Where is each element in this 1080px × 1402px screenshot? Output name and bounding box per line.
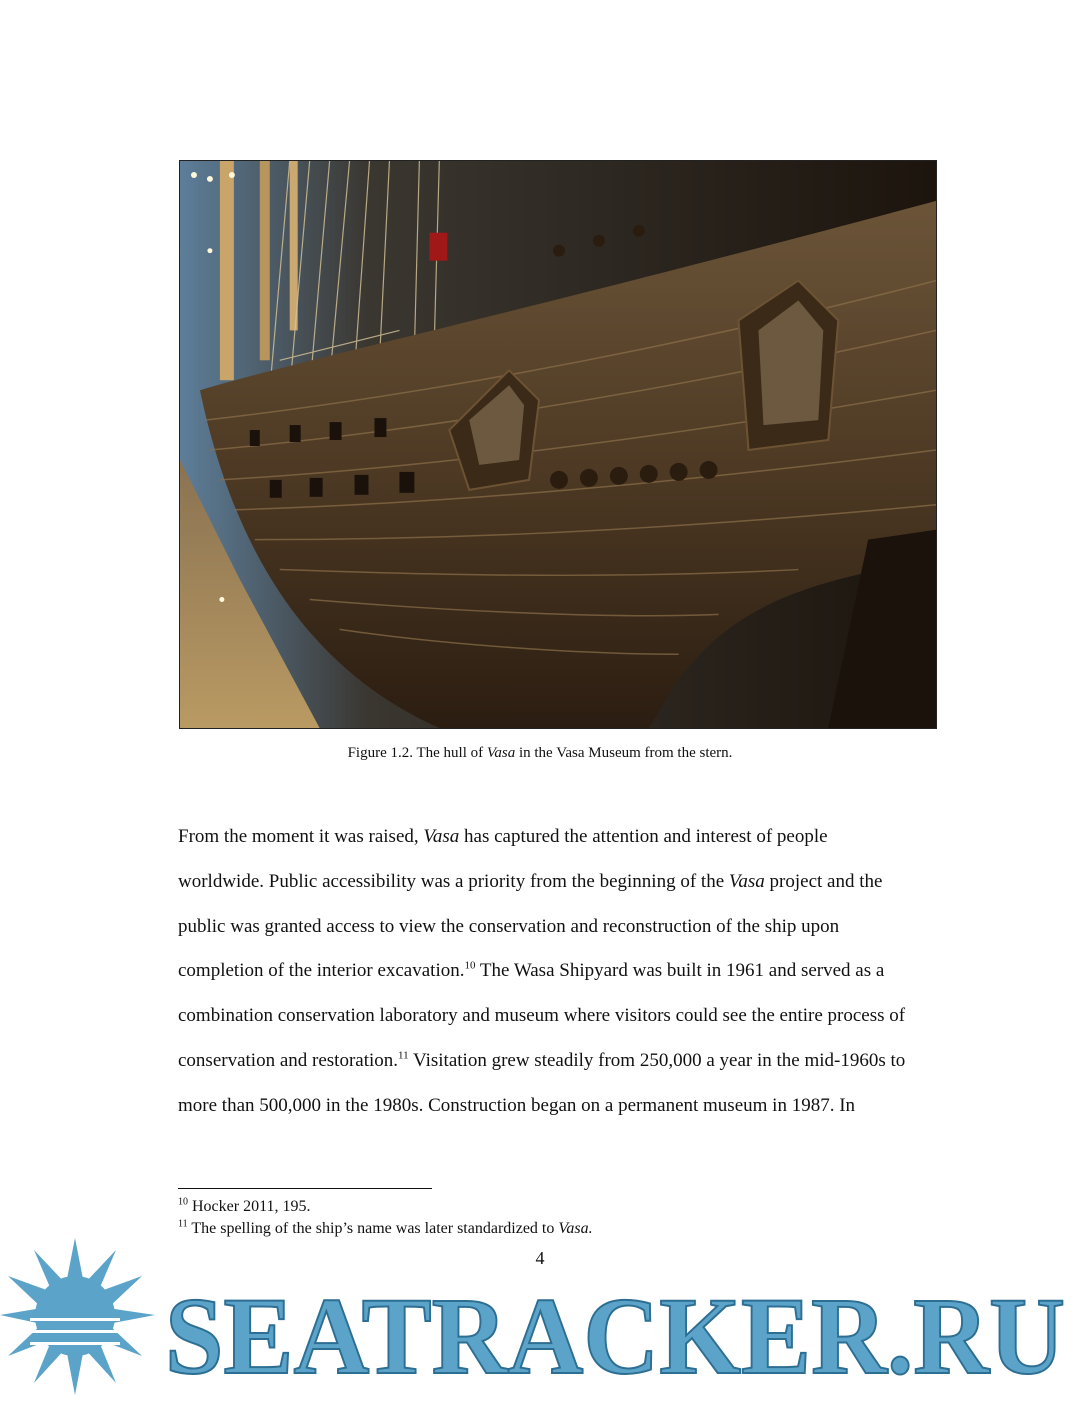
figure-caption: Figure 1.2. The hull of Vasa in the Vasa Museum from the stern. — [347, 745, 733, 761]
footnote-ref-11: 11 — [398, 1049, 409, 1062]
footnote-divider — [178, 1188, 432, 1189]
footnote-11: $^{11}$ The spelling of the ship’s name was later standardized to Vasa. — [178, 1218, 593, 1237]
watermark-logo — [0, 1238, 1080, 1397]
body-line-7: more than 500,000 in the 1980s. Construction began on a permanent museum in 1987. In — [178, 1095, 856, 1116]
footnote-ref-10: 10 — [464, 959, 476, 972]
body-line-1: From the moment it was raised, Vasa has captured the attention and interest of people — [178, 826, 828, 847]
ship-hull-image — [180, 161, 936, 728]
sun-icon — [0, 1238, 155, 1395]
body-line-4: completion of the interior excavation.$^{10}$ The Wasa Shipyard was built in 1961 and served as a — [178, 959, 885, 981]
body-line-2: worldwide. Public accessibility was a priority from the beginning of the Vasa project and the — [178, 871, 883, 892]
watermark-text: SEATRACKER.RU — [165, 1275, 1065, 1397]
body-line-6: conservation and restoration.$^{11}$ Visitation grew steadily from 250,000 a year in the mid-1960s to — [178, 1049, 906, 1071]
figure-photo — [179, 160, 937, 729]
footnote-10: $^{10}$ Hocker 2011, 195. — [178, 1196, 311, 1215]
body-line-3: public was granted access to view the conservation and reconstruction of the ship upon — [178, 916, 840, 937]
page-number: 4 — [535, 1248, 545, 1268]
watermark — [0, 1238, 1080, 1397]
body-line-5: combination conservation laboratory and museum where visitors could see the entire process of — [178, 1005, 906, 1026]
